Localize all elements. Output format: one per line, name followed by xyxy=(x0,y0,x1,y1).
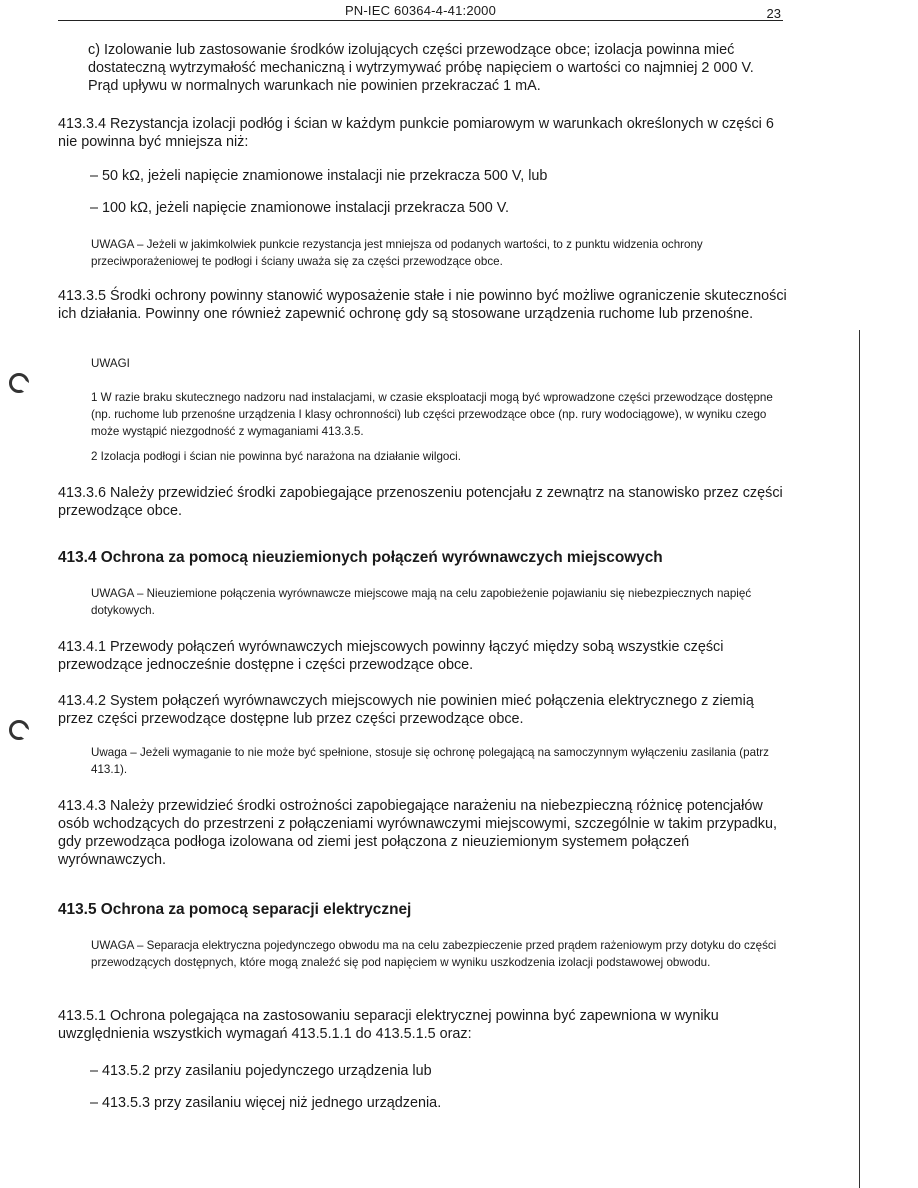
paragraph-413-3-6: 413.3.6 Należy przewidzieć środki zapobiegające przenoszeniu potencjału z zewnątrz na stanowisko przez części przewodzące obce. xyxy=(58,485,783,519)
heading-413-5: 413.5 Ochrona za pomocą separacji elektrycznej xyxy=(58,901,412,918)
note-1-supervision: 1 W razie braku skutecznego nadzoru nad instalacjami, w czasie eksploatacji mogą być wprowadzone części przewodzące dostępne (np. ruchome lub przenośne urządzenia I klasy ochronności) lub części przewodzące obce (np. rury wodociągowe), w wyniku czego może wystąpić niezgodność z wymaganiami 413.3.5. xyxy=(91,391,773,438)
note-413-4: UWAGA – Nieuziemione połączenia wyrównawcze miejscowe mają na celu zapobieżenie pojawianiu się niebezpiecznych napięć dotykowych. xyxy=(91,587,752,617)
note-413-4-2: Uwaga – Jeżeli wymaganie to nie może być spełnione, stosuje się ochronę polegającą na samoczynnym wyłączeniu zasilania (patrz 413.1). xyxy=(91,746,769,776)
notes-heading: UWAGI xyxy=(91,357,130,370)
paragraph-413-4-1: 413.4.1 Przewody połączeń wyrównawczych miejscowych powinny łączyć między sobą wszystkie części przewodzące jednocześnie dostępne i części przewodzące obce. xyxy=(58,639,724,673)
paragraph-c-isolation: c) Izolowanie lub zastosowanie środków izolujących części przewodzące obce; izolacja powinna mieć dostateczną wytrzymałość mechaniczną i wytrzymywać próbę napięciem o wartości co najmniej 2 000 V. Prąd upływu w normalnych warunkach nie powinien przekraczać 1 mA. xyxy=(88,42,754,94)
list-item-413-5-2: – 413.5.2 przy zasilaniu pojedynczego urządzenia lub xyxy=(90,1063,432,1079)
heading-413-4: 413.4 Ochrona za pomocą nieuziemionych połączeń wyrównawczych miejscowych xyxy=(58,549,663,566)
list-item-50-kohm: – 50 kΩ, jeżeli napięcie znamionowe instalacji nie przekracza 500 V, lub xyxy=(90,168,548,184)
page-number: 23 xyxy=(766,6,781,21)
list-item-413-5-3: – 413.5.3 przy zasilaniu więcej niż jednego urządzenia. xyxy=(90,1095,442,1111)
list-item-100-kohm: – 100 kΩ, jeżeli napięcie znamionowe instalacji przekracza 500 V. xyxy=(90,200,509,216)
paragraph-413-4-3: 413.4.3 Należy przewidzieć środki ostrożności zapobiegające narażeniu na niebezpieczną różnicę potencjałów osób wchodzących do przestrzeni z połączeniami wyrównawczymi miejscowymi, szczególnie w takim przypadku, gdy przewodząca podłoga izolowana od ziemi jest połączona z nieuziemionym systemem połączeń wyrównawczych. xyxy=(58,798,777,868)
scan-edge-line xyxy=(859,330,860,1188)
note-413-5: UWAGA – Separacja elektryczna pojedynczego obwodu ma na celu zabezpieczenie przed prądem rażeniowym przy dotyku do części przewodzących dostępnych, które mogą znaleźć się pod napięciem w wyniku uszkodzenia izolacji podstawowej obwodu. xyxy=(91,939,777,969)
paragraph-413-3-5: 413.3.5 Środki ochrony powinny stanowić wyposażenie stałe i nie powinno być możliwe ograniczenie skuteczności ich działania. Powinny one również zapewnić ochronę gdy są stosowane urządzenia ruchome lub przenośne. xyxy=(58,288,787,322)
paragraph-413-4-2: 413.4.2 System połączeń wyrównawczych miejscowych nie powinien mieć połączenia elektrycznego z ziemią przez części przewodzące dostępne lub przez części przewodzące obce. xyxy=(58,693,754,727)
punch-hole-icon xyxy=(9,373,29,393)
paragraph-413-3-4: 413.3.4 Rezystancja izolacji podłóg i ścian w każdym punkcie pomiarowym w warunkach określonych w części 6 nie powinna być mniejsza niż: xyxy=(58,116,774,150)
document-id: PN-IEC 60364-4-41:2000 xyxy=(344,3,497,18)
punch-hole-icon xyxy=(9,720,29,740)
paragraph-413-5-1: 413.5.1 Ochrona polegająca na zastosowaniu separacji elektrycznej powinna być zapewniona w wyniku uwzględnienia wszystkich wymagań 413.5.1.1 do 413.5.1.5 oraz: xyxy=(58,1008,719,1042)
page-header xyxy=(58,2,783,21)
note-resistance: UWAGA – Jeżeli w jakimkolwiek punkcie rezystancja jest mniejsza od podanych wartości, to z punktu widzenia ochrony przeciwporażeniowej te podłogi i ściany uważa się za części przewodzące obce. xyxy=(91,238,703,268)
note-2-moisture: 2 Izolacja podłogi i ścian nie powinna być narażona na działanie wilgoci. xyxy=(91,450,461,463)
